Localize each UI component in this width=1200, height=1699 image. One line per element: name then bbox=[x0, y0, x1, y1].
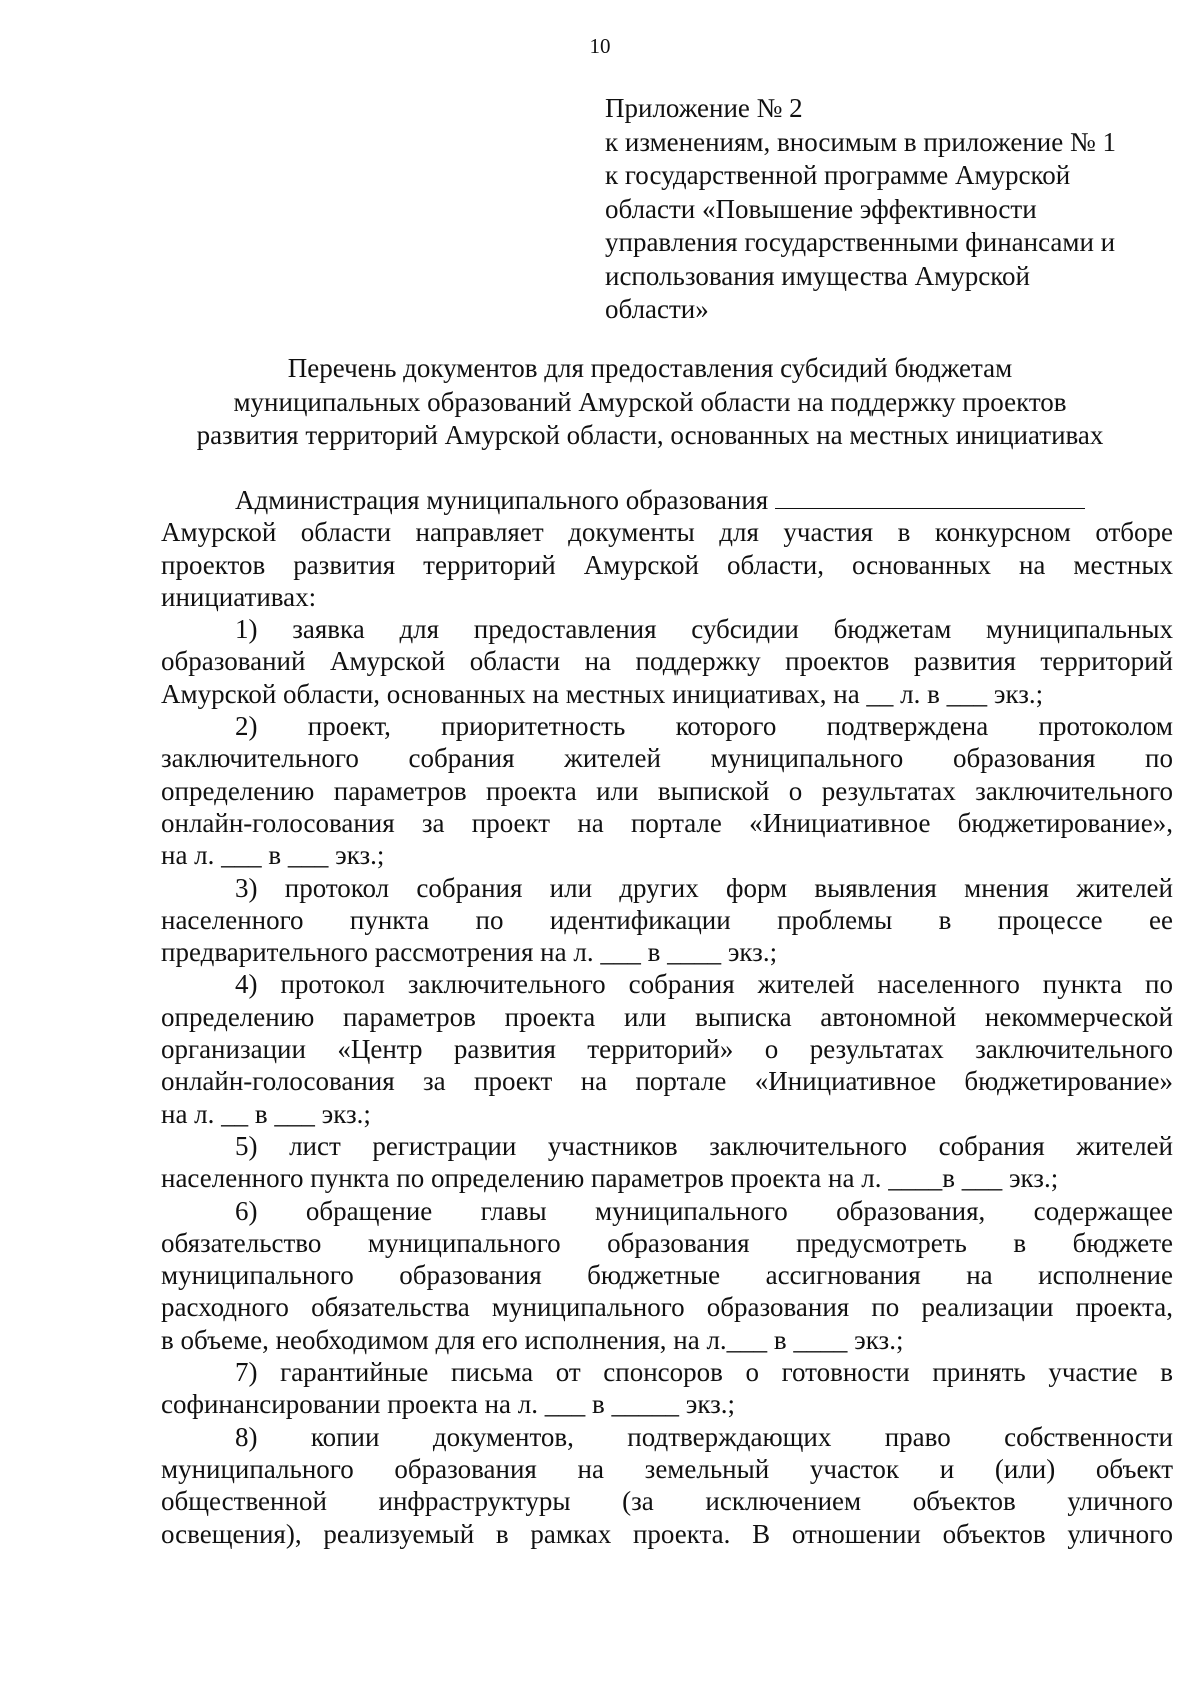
body-line: инициативах: bbox=[161, 581, 317, 612]
title-line: развития территорий Амурской области, основанных на местных инициативах bbox=[196, 420, 1104, 450]
body-line: общественной инфраструктуры (за исключением объектов уличного bbox=[161, 1486, 1173, 1517]
body-line: организации «Центр развития территорий» о результатах заключительного bbox=[161, 1034, 1173, 1065]
body-line: заключительного собрания жителей муниципального образования по bbox=[161, 743, 1173, 774]
body-line: населенного пункта по определению параметров проекта на л. ____в ___ экз.; bbox=[161, 1163, 1059, 1194]
body-line: онлайн-голосования за проект на портале «Инициативное бюджетирование» bbox=[161, 1066, 1173, 1097]
body-line: онлайн-голосования за проект на портале «Инициативное бюджетирование», bbox=[161, 807, 1173, 838]
body-line: на л. __ в ___ экз.; bbox=[161, 1098, 371, 1129]
body-line: предварительного рассмотрения на л. ___ в ____ экз.; bbox=[161, 937, 778, 968]
body-line: 2) проект, приоритетность которого подтверждена протоколом bbox=[235, 711, 1173, 742]
body-line: 1) заявка для предоставления субсидии бюджетам муниципальных bbox=[235, 614, 1173, 645]
appendix-line: использования имущества Амурской bbox=[605, 260, 1030, 291]
body-line: определению параметров проекта или выписка автономной некоммерческой bbox=[161, 1001, 1173, 1032]
body-line: 7) гарантийные письма от спонсоров о готовности принять участие в bbox=[235, 1357, 1173, 1388]
body-line: 3) протокол собрания или других форм выявления мнения жителей bbox=[235, 872, 1173, 903]
body-line: населенного пункта по идентификации проблемы в процессе ее bbox=[161, 904, 1173, 935]
body-line: на л. ___ в ___ экз.; bbox=[161, 840, 385, 871]
appendix-line: области «Повышение эффективности bbox=[605, 193, 1037, 224]
appendix-line: к изменениям, вносимым в приложение № 1 bbox=[605, 126, 1116, 157]
body-line: муниципального образования на земельный участок и (или) объект bbox=[161, 1453, 1173, 1484]
appendix-line: к государственной программе Амурской bbox=[605, 160, 1071, 190]
document-body bbox=[161, 484, 1173, 1550]
body-line: освещения), реализуемый в рамках проекта. В отношении объектов уличного bbox=[161, 1518, 1173, 1549]
intro-text: Администрация муниципального образования bbox=[235, 485, 769, 515]
body-line: муниципального образования бюджетные ассигнования на исполнение bbox=[161, 1260, 1173, 1291]
body-line: 8) копии документов, подтверждающих право собственности bbox=[235, 1421, 1173, 1452]
body-line: проектов развития территорий Амурской области, основанных на местных bbox=[161, 549, 1173, 580]
body-line: образований Амурской области на поддержку проектов развития территорий bbox=[161, 646, 1173, 677]
appendix-line: Приложение № 2 bbox=[605, 93, 803, 123]
title-line: Перечень документов для предоставления субсидий бюджетам bbox=[287, 353, 1013, 383]
body-line: 5) лист регистрации участников заключительного собрания жителей bbox=[235, 1130, 1173, 1161]
body-line: определению параметров проекта или выпиской о результатах заключительного bbox=[161, 775, 1173, 806]
appendix-header bbox=[605, 92, 1165, 327]
title-line: муниципальных образований Амурской области на поддержку проектов bbox=[233, 386, 1067, 417]
body-line: 4) протокол заключительного собрания жителей населенного пункта по bbox=[235, 969, 1173, 1000]
body-line-intro bbox=[161, 484, 1173, 516]
body-line: софинансировании проекта на л. ___ в _____ экз.; bbox=[161, 1389, 736, 1420]
body-line: Амурской области направляет документы для участия в конкурсном отборе bbox=[161, 517, 1173, 548]
body-line: в объеме, необходимом для его исполнения, на л.___ в ____ экз.; bbox=[161, 1324, 904, 1355]
municipality-blank bbox=[775, 486, 1085, 509]
body-line: расходного обязательства муниципального образования по реализации проекта, bbox=[161, 1292, 1173, 1323]
document-title bbox=[110, 352, 1190, 453]
body-line: Амурской области, основанных на местных инициативах, на __ л. в ___ экз.; bbox=[161, 678, 1044, 709]
body-line: 6) обращение главы муниципального образования, содержащее bbox=[235, 1195, 1173, 1226]
page-number: 10 bbox=[589, 34, 611, 58]
body-line: обязательство муниципального образования предусмотреть в бюджете bbox=[161, 1227, 1173, 1258]
appendix-line: области» bbox=[605, 294, 709, 324]
appendix-line: управления государственными финансами и bbox=[605, 227, 1116, 257]
